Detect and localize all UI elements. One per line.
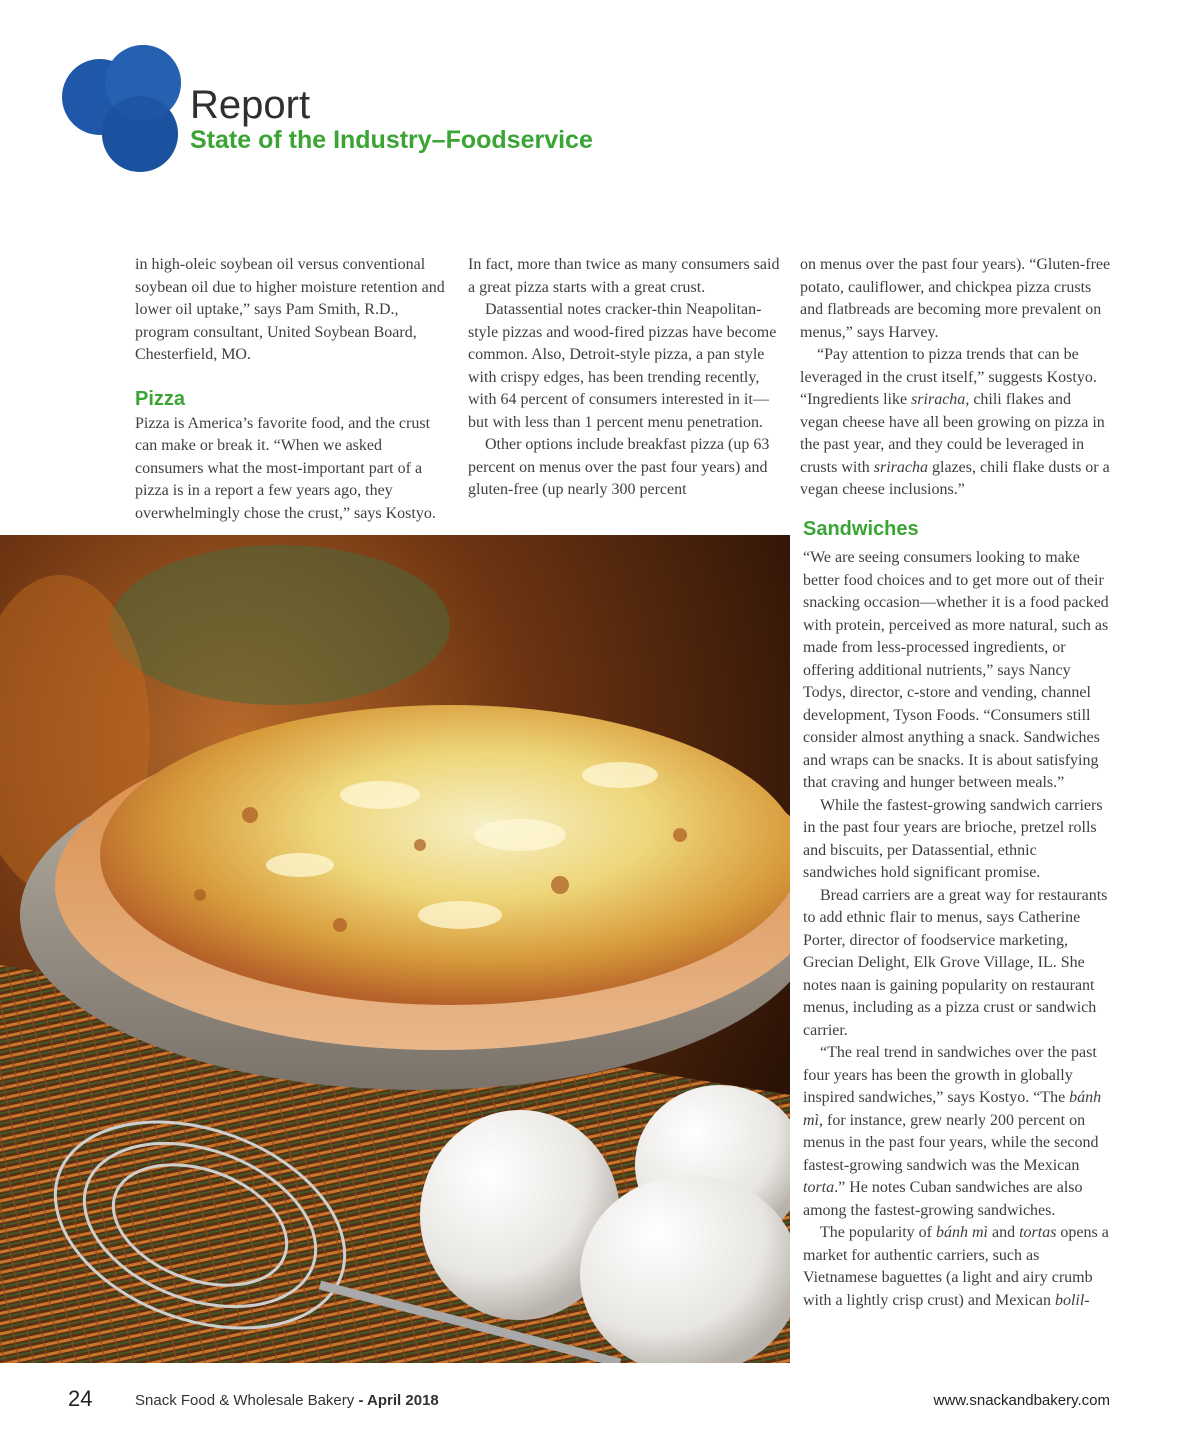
- issue-date: - April 2018: [354, 1392, 439, 1409]
- paragraph: Datassential notes cracker-thin Neapolitan-style pizzas and wood-fired pizzas have become common. Also, Detroit-style pizza, a pan style with crispy edges, has been trending recently, with 64 percent of consumers interested in it—but with less than 1 percent menu penetration.: [468, 301, 777, 431]
- paragraph: While the fastest-growing sandwich carriers in the past four years are brioche, pretzel rolls and biscuits, per Datassential, ethnic sandwiches hold significant promise.: [803, 796, 1103, 881]
- paragraph: Other options include breakfast pizza (up 63 percent on menus over the past four years) and gluten-free (up nearly 300 percent: [468, 436, 770, 498]
- publication-name: Snack Food & Wholesale Bakery - April 2018: [135, 1392, 439, 1409]
- paragraph: on menus over the past four years). “Gluten-free potato, cauliflower, and chickpea pizza crusts and flatbreads are becoming more prevalent on menus,” says Harvey.: [800, 256, 1111, 341]
- paragraph: in high-oleic soybean oil versus conventional soybean oil due to higher moisture retention and lower oil uptake,” says Pam Smith, R.D., program consultant, United Soybean Board, Chesterfield, MO.: [135, 256, 445, 363]
- section-heading-sandwiches: Sandwiches: [803, 518, 919, 540]
- page-title: Report: [190, 83, 311, 127]
- paragraph: “The real trend in sandwiches over the past four years has been the growth in globally inspired sandwiches,” says Kostyo. “The bánh mì, for instance, grew nearly 200 percent on menus in the past four years, while the second fastest-growing sandwich was the Mexican torta.” He notes Cuban sandwiches are also among the fastest-growing sandwiches.: [803, 1044, 1102, 1219]
- pizza-photo: [0, 535, 790, 1363]
- page-number: 24: [68, 1386, 93, 1411]
- article-column-1: [135, 254, 447, 525]
- section-heading-pizza: Pizza: [135, 387, 186, 410]
- paragraph: “We are seeing consumers looking to make better food choices and to get more out of their snacking occasion—whether it is a food packed with protein, perceived as more natural, such as made from less-processed ingredients, or offering additional nutrients,” says Nancy Todys, director, c-store and vending, channel development, Tyson Foods. “Consumers still consider almost anything a snack. Sandwiches and wraps can be snacks. It is about satisfying that craving and hunger between meals.”: [803, 549, 1109, 791]
- logo-circles-icon: [60, 40, 185, 175]
- page-subtitle: State of the Industry–Foodservice: [190, 126, 593, 154]
- paragraph: In fact, more than twice as many consumers said a great pizza starts with a great crust.: [468, 256, 780, 296]
- paragraph: Bread carriers are a great way for restaurants to add ethnic flair to menus, says Catherine Porter, director of foodservice marketing, Grecian Delight, Elk Grove Village, IL. She notes naan is gaining popularity on restaurant menus, including as a pizza crust or sandwich carrier.: [803, 886, 1108, 1039]
- paragraph: The popularity of bánh mì and tortas opens a market for authentic carriers, such as Vietnamese baguettes (a light and airy crumb with a lightly crisp crust) and Mexican bolil-: [803, 1224, 1109, 1309]
- article-column-3: [800, 254, 1112, 502]
- website-link[interactable]: www.snackandbakery.com: [933, 1392, 1110, 1409]
- article-column-4: [803, 547, 1113, 1312]
- paragraph: Pizza is America’s favorite food, and the crust can make or break it. “When we asked consumers what the most-important part of a pizza is in a report a few years ago, they overwhelmingly chose the crust,” says Kostyo.: [135, 414, 436, 522]
- paragraph: “Pay attention to pizza trends that can be leveraged in the crust itself,” suggests Kostyo. “Ingredients like sriracha, chili flakes and vegan cheese have all been growing on pizza in the past year, and they could be leveraged in crusts with sriracha glazes, chili flake dusts or a vegan cheese inclusions.”: [800, 346, 1110, 498]
- article-column-2: [468, 254, 780, 502]
